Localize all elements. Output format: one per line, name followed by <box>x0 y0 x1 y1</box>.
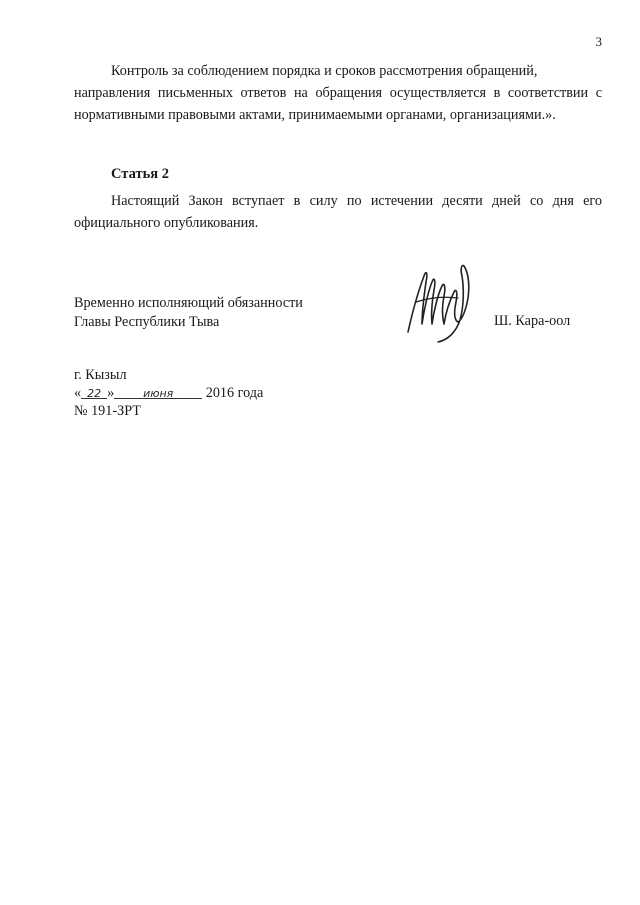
paragraph-control-rest: направления письменных ответов на обращения осуществляется в соответствии с нормативными правовыми актами, принимаемыми органами, организациями.». <box>74 85 602 123</box>
paragraph-effective-date: Настоящий Закон вступает в силу по истечении десяти дней со дня его официального опубликования. <box>74 193 602 231</box>
signatory-name: Ш. Кара-оол <box>494 313 571 329</box>
paragraph-control-line1: Контроль за соблюдением порядка и сроков рассмотрения обращений, <box>111 63 538 79</box>
date-open-quote: « <box>74 385 82 401</box>
signatory-title <box>74 294 303 332</box>
law-number: № 191-ЗРТ <box>74 403 141 419</box>
signatory-title-line2: Главы Республики Тыва <box>74 314 220 330</box>
date-day-handwritten: 22 <box>87 387 102 400</box>
date-close-quote: » <box>107 385 115 401</box>
signatory-title-line1: Временно исполняющий обязанности <box>74 295 303 311</box>
date-month-handwritten: июня <box>143 387 174 400</box>
date-year: 2016 года <box>205 385 264 401</box>
page-number: 3 <box>595 34 602 49</box>
article-heading: Статья 2 <box>111 166 169 182</box>
handwritten-signature <box>398 262 476 344</box>
paragraph-control <box>74 60 602 126</box>
signing-date <box>74 385 263 402</box>
place-of-signing: г. Кызыл <box>74 367 127 383</box>
